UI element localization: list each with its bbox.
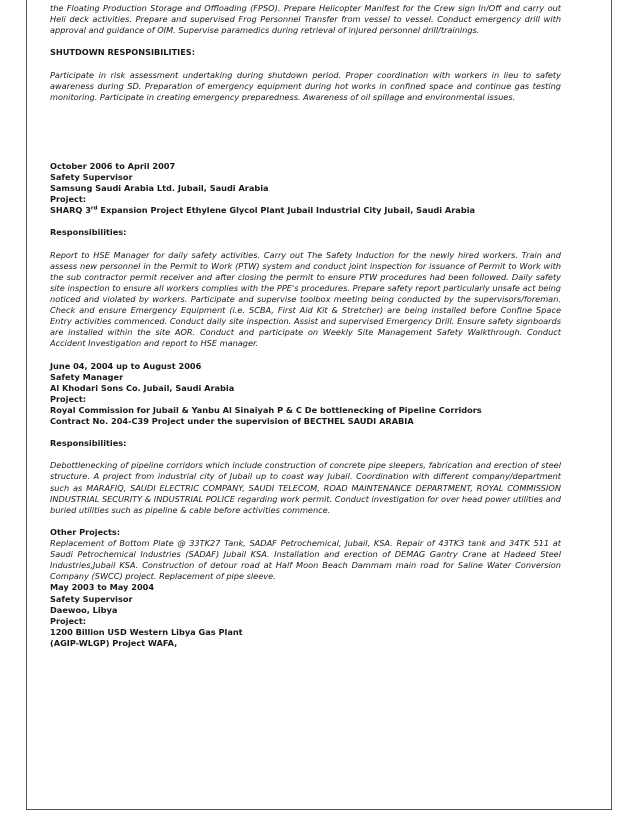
resume-content	[50, 3, 561, 649]
job-period: October 2006 to April 2007	[50, 160, 176, 171]
project-name: Royal Commission for Jubail & Yanbu Al Sinaiyah P & C De bottlenecking of Pipeline Corridors	[50, 404, 482, 415]
intro-paragraph	[50, 3, 561, 36]
text-line: activities commence.	[242, 504, 331, 515]
responsibilities-paragraph	[50, 460, 561, 515]
text-line: spillage and environmental issues.	[372, 91, 516, 102]
project-label: Project:	[50, 194, 87, 205]
text-line: Coordination with different company/department such as MARAFIQ, SAUDI ELECTRIC COMPANY, SAUDI	[50, 471, 561, 493]
text-line: POLICE regarding work permit.	[205, 493, 333, 504]
text-line: Installation and erection of DEMAG Gantry Crane at Hadeed Steel Industries,Jubail KSA.	[50, 549, 561, 571]
responsibilities-label: Responsibilities:	[50, 438, 127, 449]
text-line: Construction of detour road at Half Moon Beach Dammam main road for Saline Water Conversion	[142, 560, 561, 571]
other-projects-list	[50, 538, 561, 582]
text-line: workers. Train and assess new personnel in the Permit to Work (PTW) system and conduct joint inspection	[50, 249, 561, 271]
job-period: June 04, 2004 up to August 2006	[50, 360, 202, 371]
text-line: Repair of 43TK3 tank and 34TK 511 at Saudi Petrochemical Industries (SADAF) Jubail KSA.	[50, 538, 562, 560]
text-line: vessel.	[405, 14, 434, 25]
text-line: Participate and supervise toolbox meeting being conducted by the supervisors/foreman. Check and	[50, 293, 561, 316]
project-label: Project:	[50, 615, 87, 626]
job-title: Safety Supervisor	[50, 593, 133, 604]
text-line: Conduct investigation for over head power utilities and buried utilities such as pipeline & cable before	[50, 493, 562, 515]
text-line: Safety Walkthrough. Conduct Accident Investigation and report to HSE manager.	[50, 327, 561, 349]
text-line: and continue gas testing monitoring. Participate in creating emergency preparedness. Awareness of oil	[50, 80, 561, 102]
text-line: safety signboards are installed within the site AOR. Conduct and participate on Weekly Site Management	[50, 316, 562, 338]
contract-number: Contract No. 204-C39 Project under the supervision of BECTHEL SAUDI ARABIA	[50, 416, 414, 426]
text-line: In/Off and carry out Heli deck activities. Prepare and supervised Frog Personnel Transfer from vessel to	[50, 3, 561, 25]
shutdown-heading: SHUTDOWN RESPONSIBILITIES:	[50, 47, 195, 58]
text-line: ensure PTW procedures had been followed. Daily safety site inspection to ensure all workers complies with	[50, 271, 561, 293]
responsibilities-label: Responsibilities:	[50, 227, 127, 238]
text-line: Report to HSE Manager for daily safety activities. Carry out The Safety Induction for the newly hired	[50, 249, 480, 260]
text-line: Debottlenecking of pipeline corridors which include construction of concrete pipe sleepers, fabrication	[50, 460, 473, 471]
text-line: and erection of steel structure. A project from industrial city of Jubail up to coast way Jubail.	[50, 460, 561, 482]
project-name-cont: (AGIP-WLGP) Project WAFA,	[50, 637, 178, 648]
project-label: Project:	[50, 393, 87, 404]
text-line: Company (SWCC) project. Replacement of pipe sleeve.	[50, 571, 276, 582]
text-line: TELECOM, ROAD MAINTENANCE DEPARTMENT, ROYAL COMMISSION INDUSTRIAL SECURITY & INDUSTRIAL	[50, 482, 561, 504]
project-name: SHARQ 3rd Expansion Project Ethylene Glycol Plant Jubail Industrial City Jubail, Saudi Arabia	[50, 205, 476, 216]
job-company: Samsung Saudi Arabia Ltd. Jubail, Saudi Arabia	[50, 183, 269, 194]
text-line: injured personnel drill/trainings.	[348, 25, 480, 36]
text-line: for issuance of Permit to Work with the sub contractor permit receiver and after closing the permit to	[50, 260, 562, 282]
job-title: Safety Supervisor	[50, 171, 133, 182]
other-projects-label: Other Projects:	[50, 526, 121, 537]
text-line: Conduct emergency drill with approval and guidance of OIM. Supervise paramedics during retrieval of	[50, 14, 562, 36]
text-line: the PPE's procedures. Prepare safety report particularly unsafe act being noticed and violated by workers.	[50, 282, 561, 304]
shutdown-paragraph	[50, 70, 561, 103]
text-line: Participate in risk assessment undertaking during shutdown period. Proper coordination with workers in lieu	[50, 69, 519, 80]
job-period: May 2003 to May 2004	[50, 582, 155, 593]
job-company: Daewoo, Libya	[50, 604, 118, 615]
text-line: Entry activities commenced. Conduct daily site inspection. Assist and supervised Emergency Drill. Ensure	[50, 316, 486, 327]
job-title: Safety Manager	[50, 371, 124, 382]
text-line: ensure Emergency Equipment (i.e. SCBA, First Aid Kit & Stretcher) are being installed before Confine Space	[98, 305, 561, 316]
responsibilities-paragraph	[50, 250, 561, 350]
text-line: Replacement of Bottom Plate @ 33TK27 Tank, SADAF Petrochemical, Jubail, KSA.	[50, 538, 393, 549]
job-company: Al Khodari Sons Co. Jubail, Saudi Arabia	[50, 382, 235, 393]
text-line: the Floating Production Storage and Offloading (FPSO). Prepare Helicopter Manifest for the Crew sign	[50, 3, 476, 13]
project-name: 1200 Billion USD Western Libya Gas Plant	[50, 626, 243, 637]
text-line: to safety awareness during SD. Preparation of emergency equipment during hot works in confined space	[50, 69, 561, 91]
